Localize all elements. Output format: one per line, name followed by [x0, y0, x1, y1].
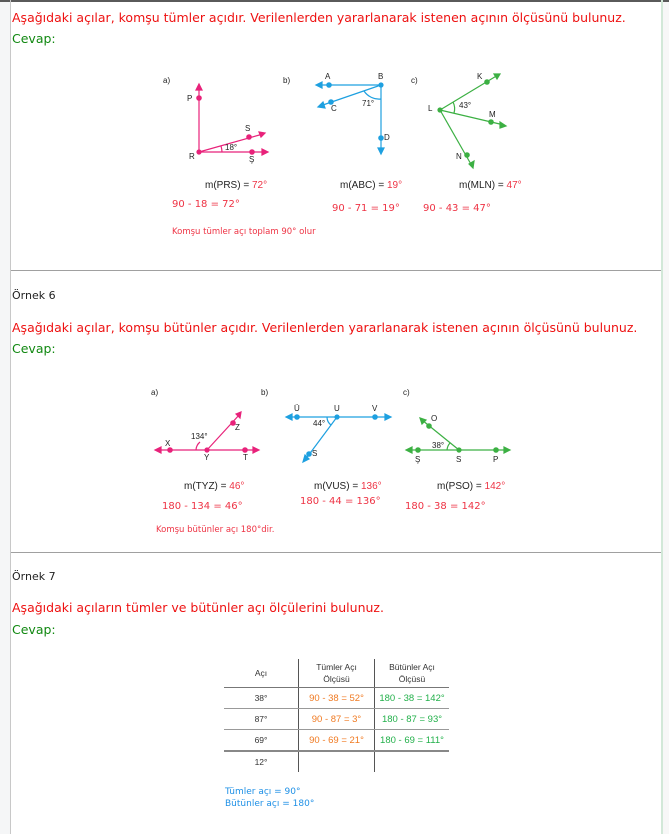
header-supplement: Bütünler Açı Ölçüsü: [375, 659, 450, 688]
point-P: P: [187, 94, 193, 103]
section2-note: Komşu bütünler açı 180°dir.: [156, 525, 275, 535]
result-VUS: m(VUS) = 136°: [314, 481, 382, 492]
point-D: D: [384, 133, 390, 142]
fig2a-tag: a): [151, 388, 159, 397]
work-VUS: 180 - 44 = 136°: [300, 496, 381, 507]
fig2b-tag: b): [261, 388, 269, 397]
point-O: O: [431, 414, 438, 423]
result-PRS: m(PRS) = 72°: [205, 180, 268, 191]
work-TYZ: 180 - 134 = 46°: [162, 501, 243, 512]
cell-complement: 90 - 38 = 52°: [299, 688, 375, 709]
point-M: M: [489, 110, 496, 119]
angle-44: 44°: [313, 419, 326, 428]
fig1c-tag: c): [411, 76, 418, 85]
point-S: S: [245, 124, 251, 133]
cell-angle: 38°: [224, 688, 299, 709]
cell-angle: 87°: [224, 709, 299, 730]
cell-supplement: [375, 751, 450, 772]
point-S: S: [456, 455, 462, 464]
work-MLN: 90 - 43 = 47°: [423, 203, 491, 214]
section1-question: Aşağıdaki açılar, komşu tümler açıdır. Verilenlerden yararlanarak istenen açının ölçüsünü bulunuz.: [12, 10, 626, 25]
point-C: C: [331, 104, 337, 113]
work-ABC: 90 - 71 = 19°: [332, 203, 400, 214]
cell-supplement: 180 - 69 = 111°: [375, 730, 450, 752]
cell-angle: 12°: [254, 757, 268, 767]
section3-question: Aşağıdaki açıların tümler ve bütünler açı ölçülerini bulunuz.: [12, 600, 384, 615]
section2-answer-label: Cevap:: [12, 341, 56, 356]
table-row: [224, 709, 449, 730]
table-row: [224, 751, 449, 772]
header-angle: Açı: [224, 659, 299, 688]
cell-complement: [299, 751, 375, 772]
table-row: [224, 730, 449, 752]
section3-answer-label: Cevap:: [12, 622, 56, 637]
section2-question: Aşağıdaki açılar, komşu bütünler açıdır. Verilenlerden yararlanarak istenen açının ölçüsünü bulunuz.: [12, 320, 638, 335]
result-ABC: m(ABC) = 19°: [340, 180, 403, 191]
cell-complement: 90 - 87 = 3°: [299, 709, 375, 730]
result-PSO: m(PSO) = 142°: [437, 481, 506, 492]
section1-note: Komşu tümler açı toplam 90° olur: [172, 227, 316, 237]
result-MLN: m(MLN) = 47°: [459, 180, 522, 191]
point-S-cedilla: Ş: [249, 155, 255, 164]
point-S: S: [312, 449, 318, 458]
section2-title: Örnek 6: [12, 289, 56, 302]
result-TYZ: m(TYZ) = 46°: [184, 481, 245, 492]
point-U: U: [334, 404, 340, 413]
angle-71: 71°: [362, 99, 375, 108]
work-PRS: 90 - 18 = 72°: [172, 199, 240, 210]
note-supplement: Bütünler açı = 180°: [225, 799, 315, 809]
cell-angle: 69°: [224, 730, 299, 752]
fig1a-tag: a): [163, 76, 171, 85]
header-complement: Tümler Açı Ölçüsü: [299, 659, 375, 688]
point-U-umlaut: Ü: [294, 404, 300, 413]
work-PSO: 180 - 38 = 142°: [405, 501, 486, 512]
point-N: N: [456, 152, 462, 161]
point-R: R: [189, 152, 195, 161]
fig1b-tag: b): [283, 76, 291, 85]
point-B: B: [378, 72, 384, 81]
cell-supplement: 180 - 87 = 93°: [375, 709, 450, 730]
point-X: X: [165, 439, 171, 448]
point-P: P: [493, 455, 499, 464]
point-Z: Z: [235, 423, 240, 432]
section-divider: [11, 552, 661, 553]
point-Y: Y: [204, 453, 210, 462]
table-row: [224, 688, 449, 709]
angle-43: 43°: [459, 101, 472, 110]
point-T: T: [243, 453, 248, 462]
point-L: L: [428, 104, 433, 113]
note-complement: Tümler açı = 90°: [225, 787, 301, 797]
angle-134: 134°: [191, 432, 208, 441]
point-A: A: [325, 72, 331, 81]
section3-title: Örnek 7: [12, 570, 56, 583]
angle-table: [224, 659, 449, 772]
fig2c-tag: c): [403, 388, 410, 397]
angle-38: 38°: [432, 441, 445, 450]
angle-18: 18°: [225, 143, 238, 152]
point-V: V: [372, 404, 378, 413]
cell-complement: 90 - 69 = 21°: [299, 730, 375, 752]
point-K: K: [477, 72, 483, 81]
cell-supplement: 180 - 38 = 142°: [375, 688, 450, 709]
section1-answer-label: Cevap:: [12, 31, 56, 46]
point-S-cedilla: Ş: [415, 455, 421, 464]
